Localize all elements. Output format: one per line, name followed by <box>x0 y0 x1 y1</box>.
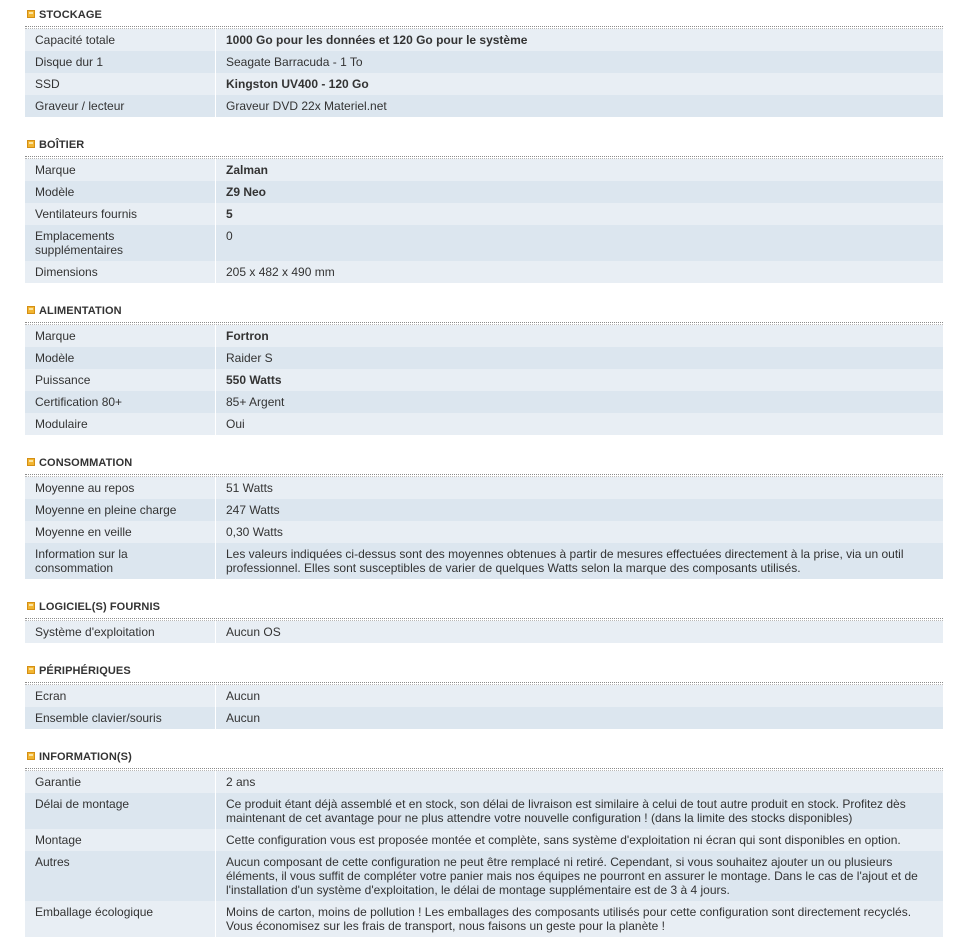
section-bullet-icon <box>27 602 35 610</box>
section-spacer <box>25 643 943 656</box>
spec-row <box>25 771 943 793</box>
spec-row <box>25 73 943 95</box>
spec-table <box>25 477 943 579</box>
spec-value: Aucun <box>216 707 943 729</box>
spec-row <box>25 261 943 283</box>
section-divider <box>25 156 943 157</box>
section-bullet-icon <box>27 752 35 760</box>
spec-row <box>25 391 943 413</box>
spec-value: 5 <box>216 203 943 225</box>
section-title: LOGICIEL(S) FOURNIS <box>39 601 161 613</box>
section-bullet-icon <box>27 306 35 314</box>
spec-section <box>25 0 943 117</box>
section-spacer <box>25 283 943 296</box>
spec-row <box>25 685 943 707</box>
spec-value: 0 <box>216 225 943 261</box>
spec-table <box>25 159 943 283</box>
spec-value: 85+ Argent <box>216 391 943 413</box>
spec-label: Modèle <box>25 347 216 369</box>
spec-row <box>25 203 943 225</box>
spec-row <box>25 477 943 499</box>
spec-label: Moyenne au repos <box>25 477 216 499</box>
spec-table <box>25 29 943 117</box>
spec-table <box>25 325 943 435</box>
section-divider <box>25 770 943 771</box>
section-header <box>25 656 943 685</box>
spec-value: Cette configuration vous est proposée montée et complète, sans système d'exploitation ni écran qui sont disponibles en option. <box>216 829 943 851</box>
spec-label: Moyenne en veille <box>25 521 216 543</box>
section-header <box>25 592 943 621</box>
spec-row <box>25 95 943 117</box>
section-title: ALIMENTATION <box>39 305 122 317</box>
spec-value: Ce produit étant déjà assemblé et en stock, son délai de livraison est similaire à celui de tout autre produit en stock. Profitez dès maintenant de cet avantage pour ne plus attendre votre nouvelle configuration ! (dans la limite des stocks disponibles) <box>216 793 943 829</box>
section-divider <box>25 476 943 477</box>
spec-value: Oui <box>216 413 943 435</box>
spec-section <box>25 742 943 937</box>
section-divider <box>25 26 943 27</box>
spec-value: Fortron <box>216 325 943 347</box>
spec-value: Les valeurs indiquées ci-dessus sont des moyennes obtenues à partir de mesures effectuées directement à la prise, via un outil professionnel. Elles sont susceptibles de varier de quelques Watts selon la marque des composants utilisés. <box>216 543 943 579</box>
spec-row <box>25 707 943 729</box>
section-divider <box>25 322 943 323</box>
spec-label: Système d'exploitation <box>25 621 216 643</box>
spec-value: Moins de carton, moins de pollution ! Les emballages des composants utilisés pour cette configuration sont directement recyclés. Vous économisez sur les frais de transport, nous faisons un geste pour la planète ! <box>216 901 943 937</box>
section-title: BOÎTIER <box>39 139 85 151</box>
section-divider <box>25 28 943 29</box>
spec-section <box>25 296 943 435</box>
spec-row <box>25 159 943 181</box>
spec-row <box>25 51 943 73</box>
spec-label: Modulaire <box>25 413 216 435</box>
spec-value: 51 Watts <box>216 477 943 499</box>
spec-section <box>25 448 943 579</box>
spec-label: Ecran <box>25 685 216 707</box>
section-bullet-icon <box>27 140 35 148</box>
spec-label: Puissance <box>25 369 216 391</box>
spec-row <box>25 413 943 435</box>
spec-row <box>25 793 943 829</box>
section-title: INFORMATION(S) <box>39 751 132 763</box>
spec-row <box>25 499 943 521</box>
section-divider <box>25 682 943 683</box>
spec-value: Graveur DVD 22x Materiel.net <box>216 95 943 117</box>
spec-row <box>25 29 943 51</box>
spec-table <box>25 685 943 729</box>
spec-value: Aucun <box>216 685 943 707</box>
spec-label: Marque <box>25 325 216 347</box>
spec-label: Moyenne en pleine charge <box>25 499 216 521</box>
spec-label: Certification 80+ <box>25 391 216 413</box>
spec-row <box>25 543 943 579</box>
spec-row <box>25 621 943 643</box>
spec-section <box>25 656 943 729</box>
spec-value: Aucun composant de cette configuration ne peut être remplacé ni retiré. Cependant, si vous souhaitez ajouter un ou plusieurs éléments, il vous suffit de compléter votre panier mais nos équipes ne pourront en assurer le montage. Dans le cas de l'ajout et de l'installation d'un système d'exploitation, le délai de montage supplémentaire est de 3 à 4 jours. <box>216 851 943 901</box>
spec-label: Dimensions <box>25 261 216 283</box>
section-bullet-icon <box>27 666 35 674</box>
spec-label: Emplacements supplémentaires <box>25 225 216 261</box>
spec-label: Garantie <box>25 771 216 793</box>
spec-label: Emballage écologique <box>25 901 216 937</box>
spec-value: Raider S <box>216 347 943 369</box>
section-divider <box>25 158 943 159</box>
section-bullet-icon <box>27 458 35 466</box>
spec-label: Information sur la consommation <box>25 543 216 579</box>
section-title: STOCKAGE <box>39 9 102 21</box>
spec-row <box>25 901 943 937</box>
section-header <box>25 130 943 159</box>
section-header <box>25 296 943 325</box>
spec-value: 205 x 482 x 490 mm <box>216 261 943 283</box>
spec-label: Ensemble clavier/souris <box>25 707 216 729</box>
section-divider <box>25 474 943 475</box>
spec-row <box>25 347 943 369</box>
spec-sheet <box>25 0 943 937</box>
spec-table <box>25 621 943 643</box>
section-spacer <box>25 729 943 742</box>
section-spacer <box>25 435 943 448</box>
spec-label: Montage <box>25 829 216 851</box>
spec-row <box>25 325 943 347</box>
spec-label: SSD <box>25 73 216 95</box>
spec-row <box>25 521 943 543</box>
section-header <box>25 742 943 771</box>
spec-value: Aucun OS <box>216 621 943 643</box>
spec-section <box>25 592 943 643</box>
section-spacer <box>25 579 943 592</box>
spec-section <box>25 130 943 283</box>
spec-label: Modèle <box>25 181 216 203</box>
spec-table <box>25 771 943 937</box>
section-divider <box>25 324 943 325</box>
section-header <box>25 0 943 29</box>
section-header <box>25 448 943 477</box>
spec-value: 0,30 Watts <box>216 521 943 543</box>
spec-label: Ventilateurs fournis <box>25 203 216 225</box>
section-bullet-icon <box>27 10 35 18</box>
spec-value: 1000 Go pour les données et 120 Go pour le système <box>216 29 943 51</box>
spec-row <box>25 851 943 901</box>
spec-value: Seagate Barracuda - 1 To <box>216 51 943 73</box>
spec-label: Capacité totale <box>25 29 216 51</box>
spec-value: 247 Watts <box>216 499 943 521</box>
section-divider <box>25 684 943 685</box>
spec-label: Délai de montage <box>25 793 216 829</box>
spec-label: Marque <box>25 159 216 181</box>
spec-row <box>25 225 943 261</box>
section-divider <box>25 620 943 621</box>
section-divider <box>25 618 943 619</box>
spec-row <box>25 369 943 391</box>
spec-value: Zalman <box>216 159 943 181</box>
spec-row <box>25 181 943 203</box>
spec-label: Autres <box>25 851 216 901</box>
spec-label: Graveur / lecteur <box>25 95 216 117</box>
spec-value: 2 ans <box>216 771 943 793</box>
spec-value: Kingston UV400 - 120 Go <box>216 73 943 95</box>
section-divider <box>25 768 943 769</box>
section-title: PÉRIPHÉRIQUES <box>39 665 131 677</box>
spec-value: 550 Watts <box>216 369 943 391</box>
section-title: CONSOMMATION <box>39 457 133 469</box>
spec-label: Disque dur 1 <box>25 51 216 73</box>
section-spacer <box>25 117 943 130</box>
spec-value: Z9 Neo <box>216 181 943 203</box>
spec-row <box>25 829 943 851</box>
